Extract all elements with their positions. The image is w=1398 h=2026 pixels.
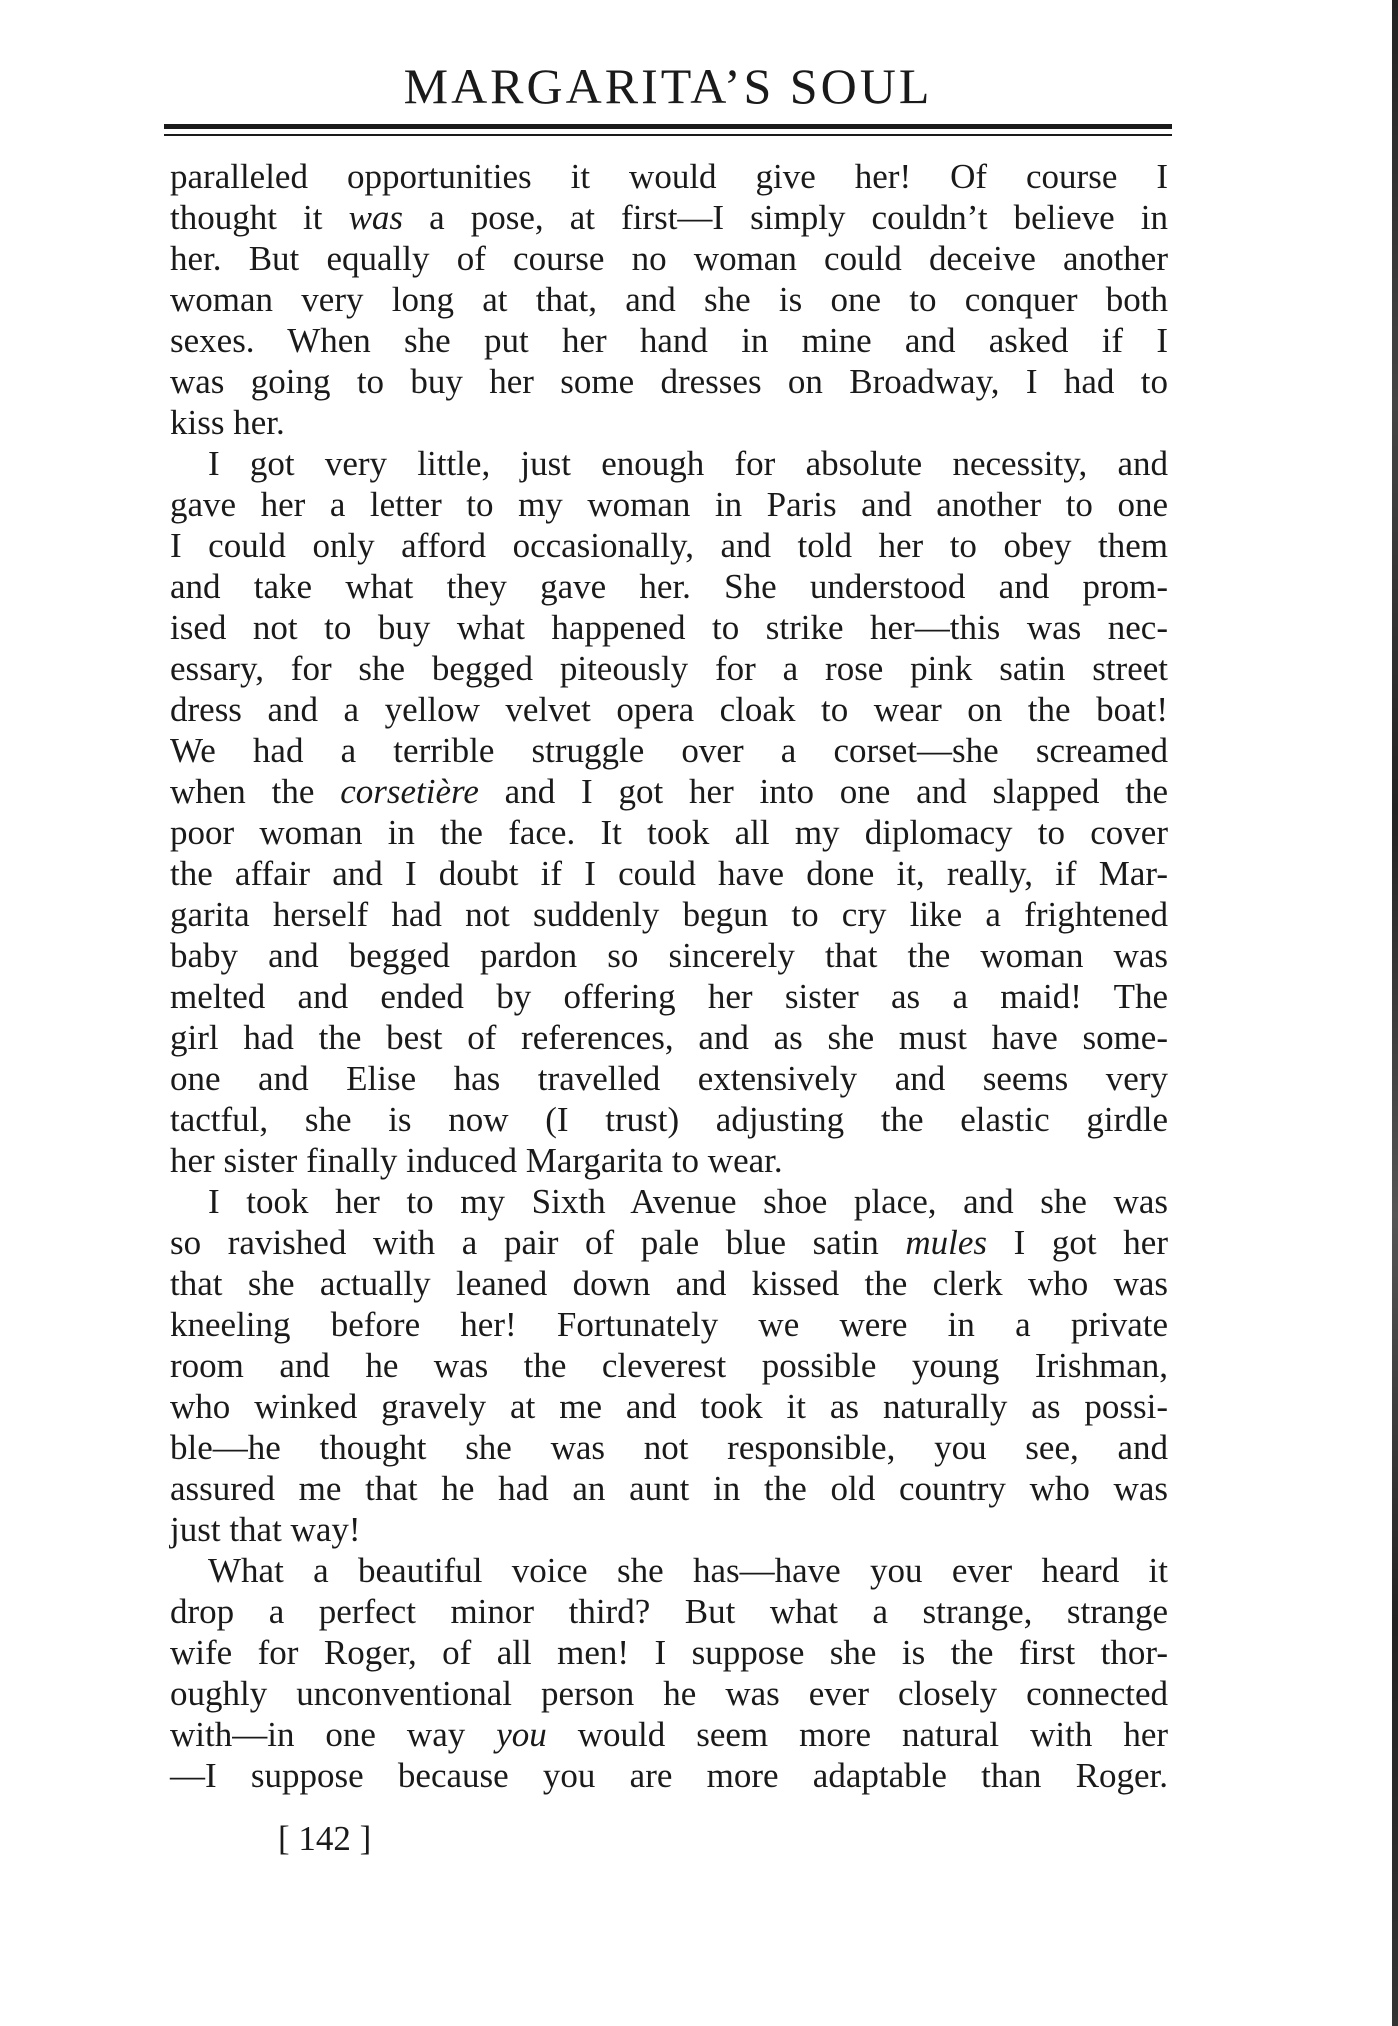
text-line: I got very little, just enough for absolute necessity, and [208, 444, 1168, 483]
text-line: when the corsetière and I got her into one and slapped the [170, 772, 1168, 811]
text-line: I took her to my Sixth Avenue shoe place, and she was [208, 1182, 1168, 1221]
text-line: was going to buy her some dresses on Broadway, I had to [170, 362, 1168, 401]
text-line: that she actually leaned down and kissed the clerk who was [170, 1264, 1168, 1303]
text-line: paralleled opportunities it would give her! Of course I [170, 157, 1168, 196]
text-line: ble—he thought she was not responsible, you see, and [170, 1428, 1168, 1467]
text-line: room and he was the cleverest possible young Irishman, [170, 1346, 1168, 1385]
text-line: wife for Roger, of all men! I suppose she is the first thor- [170, 1633, 1168, 1672]
text-line: melted and ended by offering her sister as a maid! The [170, 977, 1168, 1016]
text-line: girl had the best of references, and as she must have some- [170, 1018, 1168, 1057]
text-line: who winked gravely at me and took it as naturally as possi- [170, 1387, 1168, 1426]
text-line: assured me that he had an aunt in the old country who was [170, 1469, 1168, 1508]
text-line: and take what they gave her. She understood and prom- [170, 567, 1168, 606]
text-line: one and Elise has travelled extensively and seems very [170, 1059, 1168, 1098]
text-line: garita herself had not suddenly begun to cry like a frightened [170, 895, 1168, 934]
text-line: gave her a letter to my woman in Paris and another to one [170, 485, 1168, 524]
text-line: with—in one way you would seem more natural with her [170, 1715, 1169, 1754]
text-line: her. But equally of course no woman could deceive another [170, 239, 1168, 278]
header-rule-thick [164, 124, 1172, 129]
text-line: I could only afford occasionally, and told her to obey them [170, 526, 1168, 565]
text-line: thought it was a pose, at first—I simply couldn’t believe in [170, 198, 1168, 237]
text-line: the affair and I doubt if I could have done it, really, if Mar- [170, 854, 1168, 893]
text-line: ised not to buy what happened to strike her—this was nec- [170, 608, 1168, 647]
text-line: poor woman in the face. It took all my diplomacy to cover [170, 813, 1168, 852]
text-line: kiss her. [170, 403, 285, 442]
text-line: her sister finally induced Margarita to wear. [170, 1141, 783, 1180]
text-line: tactful, she is now (I trust) adjusting the elastic girdle [170, 1100, 1168, 1139]
header-rule-thin [164, 134, 1172, 136]
text-line: so ravished with a pair of pale blue satin mules I got her [170, 1223, 1168, 1262]
text-line: We had a terrible struggle over a corset—she screamed [170, 731, 1168, 770]
text-line: just that way! [170, 1510, 361, 1549]
page-edge-shadow [1392, 0, 1398, 2026]
text-line: baby and begged pardon so sincerely that the woman was [170, 936, 1168, 975]
text-line: dress and a yellow velvet opera cloak to wear on the boat! [170, 690, 1168, 729]
running-title: MARGARITA’S SOUL [403, 58, 933, 114]
text-line: essary, for she begged piteously for a rose pink satin street [170, 649, 1168, 688]
text-line: drop a perfect minor third? But what a strange, strange [170, 1592, 1168, 1631]
page-number: [ 142 ] [278, 1819, 372, 1858]
text-line: kneeling before her! Fortunately we were in a private [170, 1305, 1168, 1344]
text-line: oughly unconventional person he was ever closely connected [170, 1674, 1168, 1713]
body-text [170, 156, 1168, 1796]
text-line: What a beautiful voice she has—have you ever heard it [208, 1551, 1168, 1590]
text-line: —I suppose because you are more adaptable than Roger. [170, 1756, 1168, 1795]
text-line: sexes. When she put her hand in mine and asked if I [170, 321, 1168, 360]
text-line: woman very long at that, and she is one to conquer both [170, 280, 1168, 319]
